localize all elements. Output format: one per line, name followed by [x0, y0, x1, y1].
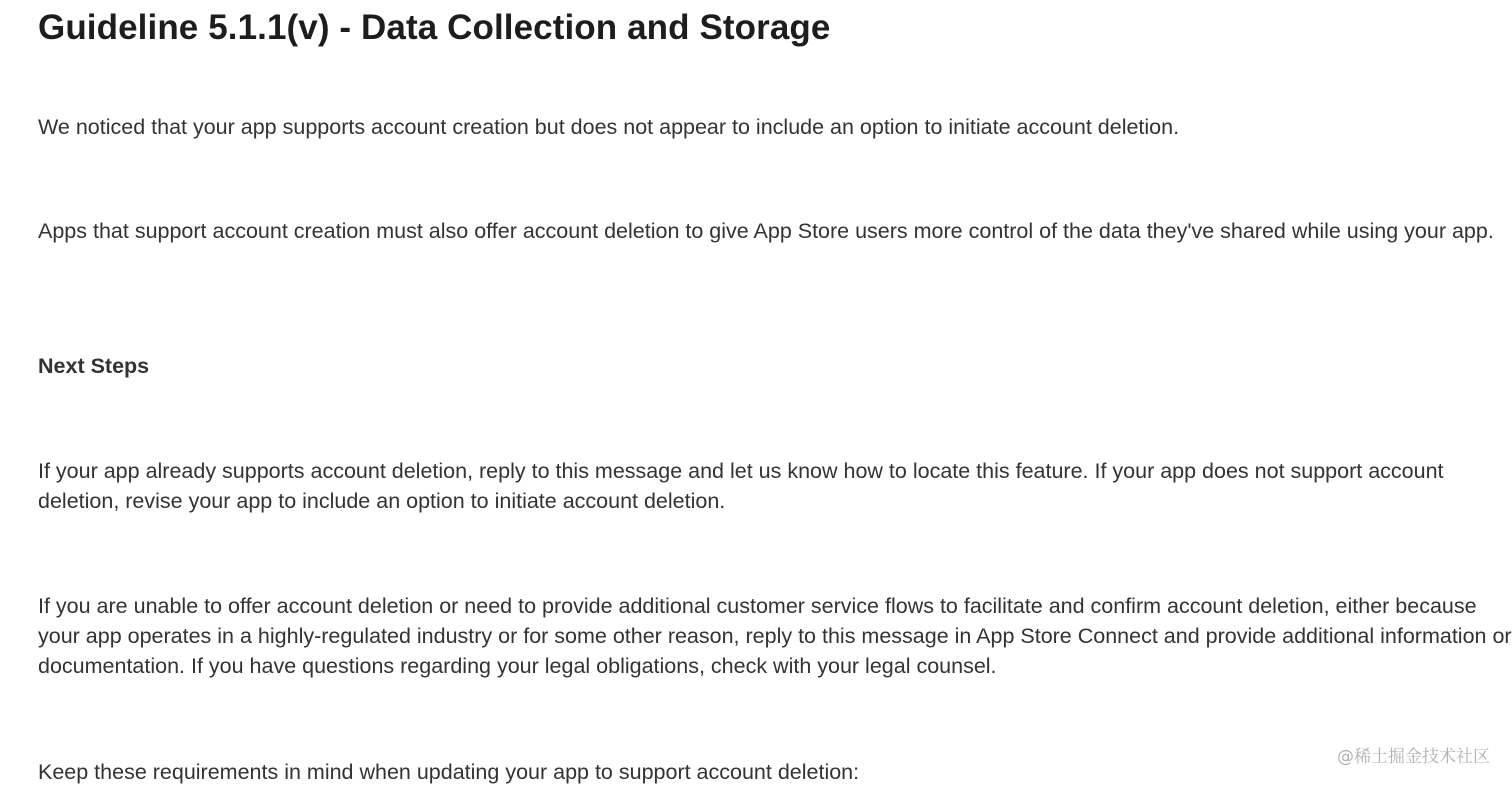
- paragraph-keep-requirements: Keep these requirements in mind when updating your app to support account deletion:: [38, 760, 860, 784]
- watermark: @稀土掘金技术社区: [1337, 747, 1490, 767]
- paragraph-requirement: Apps that support account creation must also offer account deletion to give App Store users more control of the data they've shared while using your app.: [38, 219, 1494, 243]
- paragraph-notice: We noticed that your app supports account creation but does not appear to include an option to initiate account deletion.: [38, 115, 1180, 139]
- section-heading-next-steps: Next Steps: [38, 354, 150, 378]
- page-title: Guideline 5.1.1(v) - Data Collection and Storage: [38, 8, 831, 47]
- paragraph-next-step-unable: If you are unable to offer account deletion or need to provide additional customer service flows to facilitate and confirm account deletion, either because your app operates in a highly-regulated industry or for some other reason, reply to this message in App Store Connect and provide additional information or documentation. If you have questions regarding your legal obligations, check with your legal counsel.: [38, 594, 1512, 678]
- paragraph-next-step-reply: If your app already supports account deletion, reply to this message and let us know how to locate this feature. If your app does not support account deletion, revise your app to include an option to initiate account deletion.: [38, 459, 1444, 513]
